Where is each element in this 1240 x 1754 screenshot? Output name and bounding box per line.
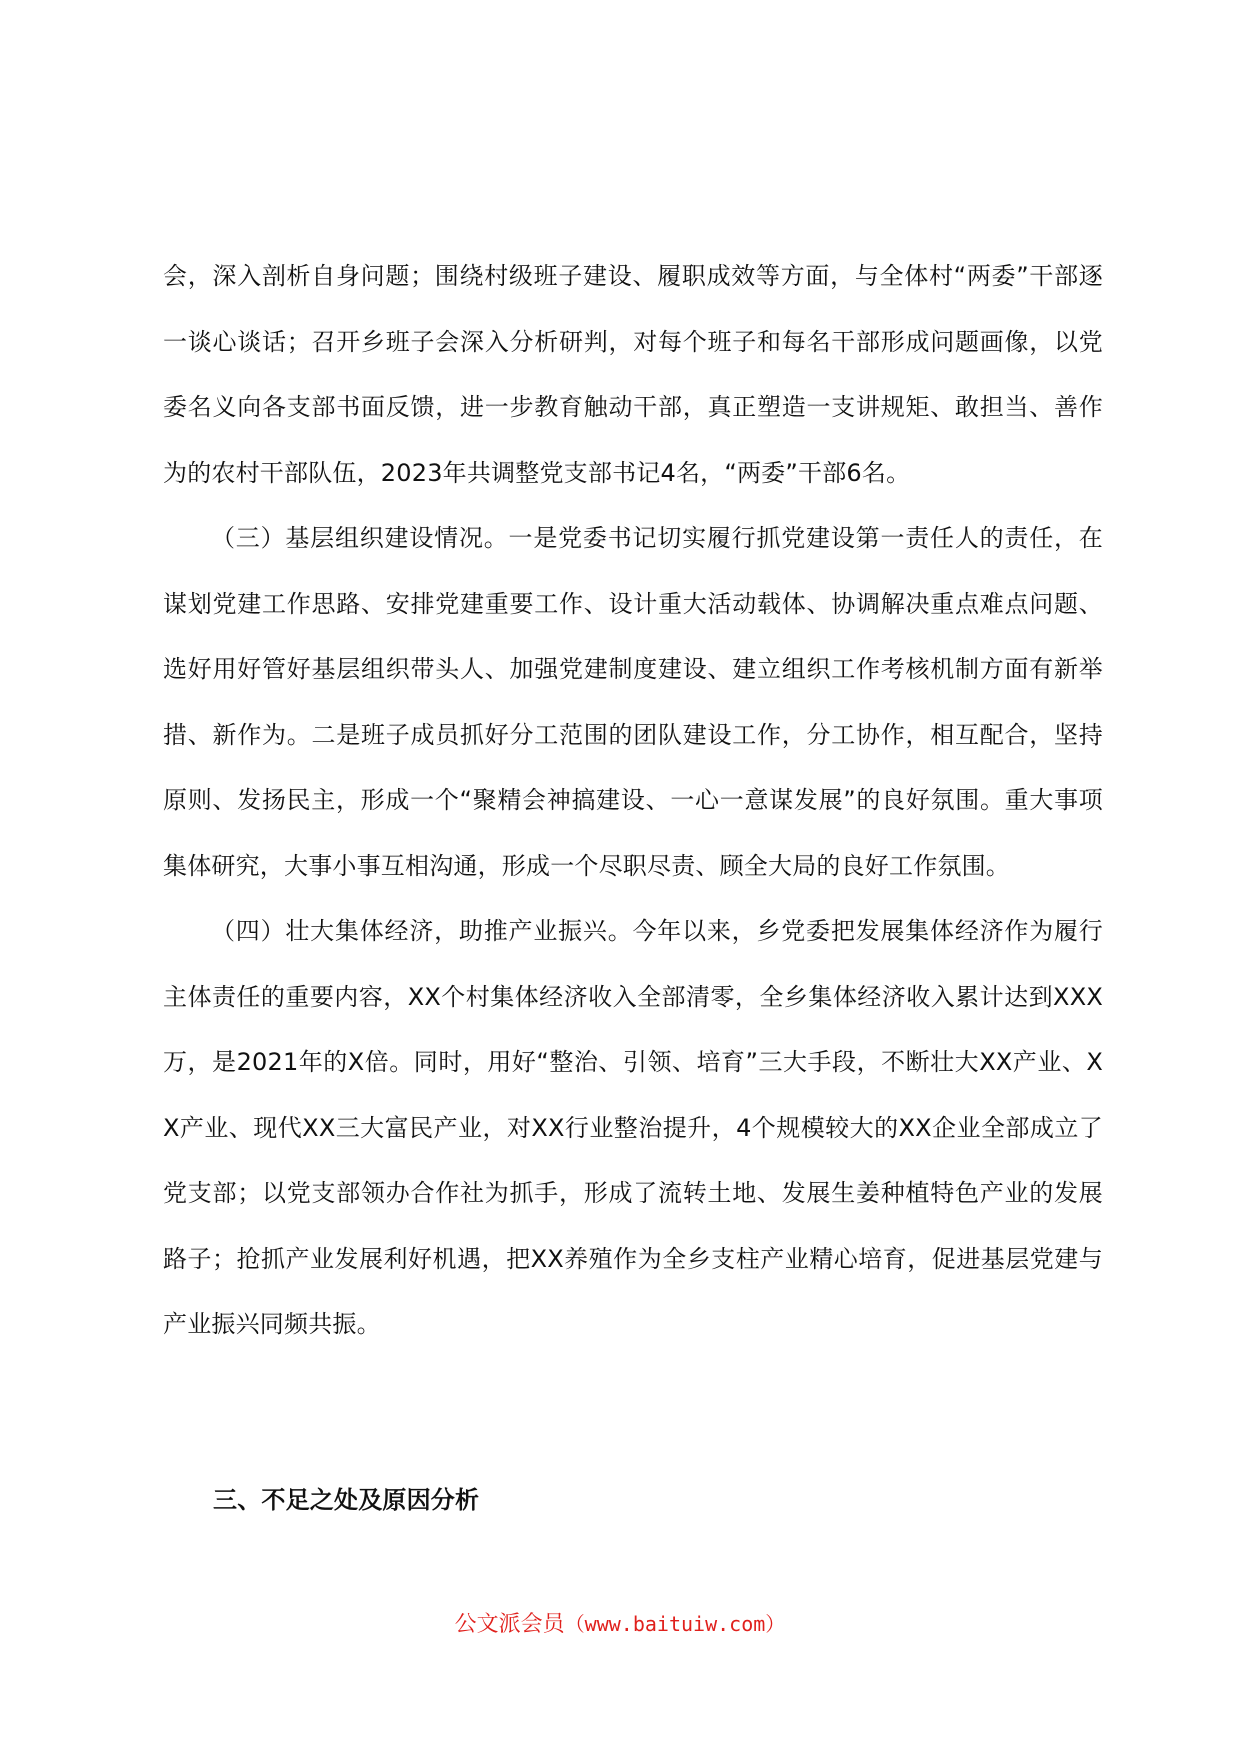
document-body — [163, 244, 1103, 1358]
footer-url[interactable]: （www.baituiw.com） — [564, 1612, 786, 1636]
paragraph-collective-economy: （四）壮大集体经济，助推产业振兴。今年以来，乡党委把发展集体经济作为履行主体责任的重要内容，XX个村集体经济收入全部清零，全乡集体经济收入累计达到XXX万，是2021年的X倍。同时，用好“整治、引领、培育”三大手段，不断壮大XX产业、XX产业、现代XX三大富民产业，对XX行业整治提升，4个规模较大的XX企业全部成立了党支部；以党支部领办合作社为抓手，形成了流转土地、发展生姜种植特色产业的发展路子；抢抓产业发展利好机遇，把XX养殖作为全乡支柱产业精心培育，促进基层党建与产业振兴同频共振。 — [163, 917, 1103, 1338]
footer-brand: 公文派会员 — [454, 1612, 565, 1637]
paragraph-grassroots-organization: （三）基层组织建设情况。一是党委书记切实履行抓党建设第一责任人的责任，在谋划党建工作思路、安排党建重要工作、设计重大活动载体、协调解决重点难点问题、选好用好管好基层组织带头人、加强党建制度建设、建立组织工作考核机制方面有新举措、新作为。二是班子成员抓好分工范围的团队建设工作，分工协作，相互配合，坚持原则、发扬民主，形成一个“聚精会神搞建设、一心一意谋发展”的良好氛围。重大事项集体研究，大事小事互相沟通，形成一个尽职尽责、顾全大局的良好工作氛围。 — [163, 524, 1103, 880]
section-heading: 三、不足之处及原因分析 — [213, 1486, 480, 1514]
paragraph-continuation: 会，深入剖析自身问题；围绕村级班子建设、履职成效等方面，与全体村“两委”干部逐一谈心谈话；召开乡班子会深入分析研判，对每个班子和每名干部形成问题画像，以党委名义向各支部书面反馈，进一步教育触动干部，真正塑造一支讲规矩、敢担当、善作为的农村干部队伍，2023年共调整党支部书记4名，“两委”干部6名。 — [163, 262, 1103, 487]
footer-watermark — [0, 1606, 1240, 1643]
